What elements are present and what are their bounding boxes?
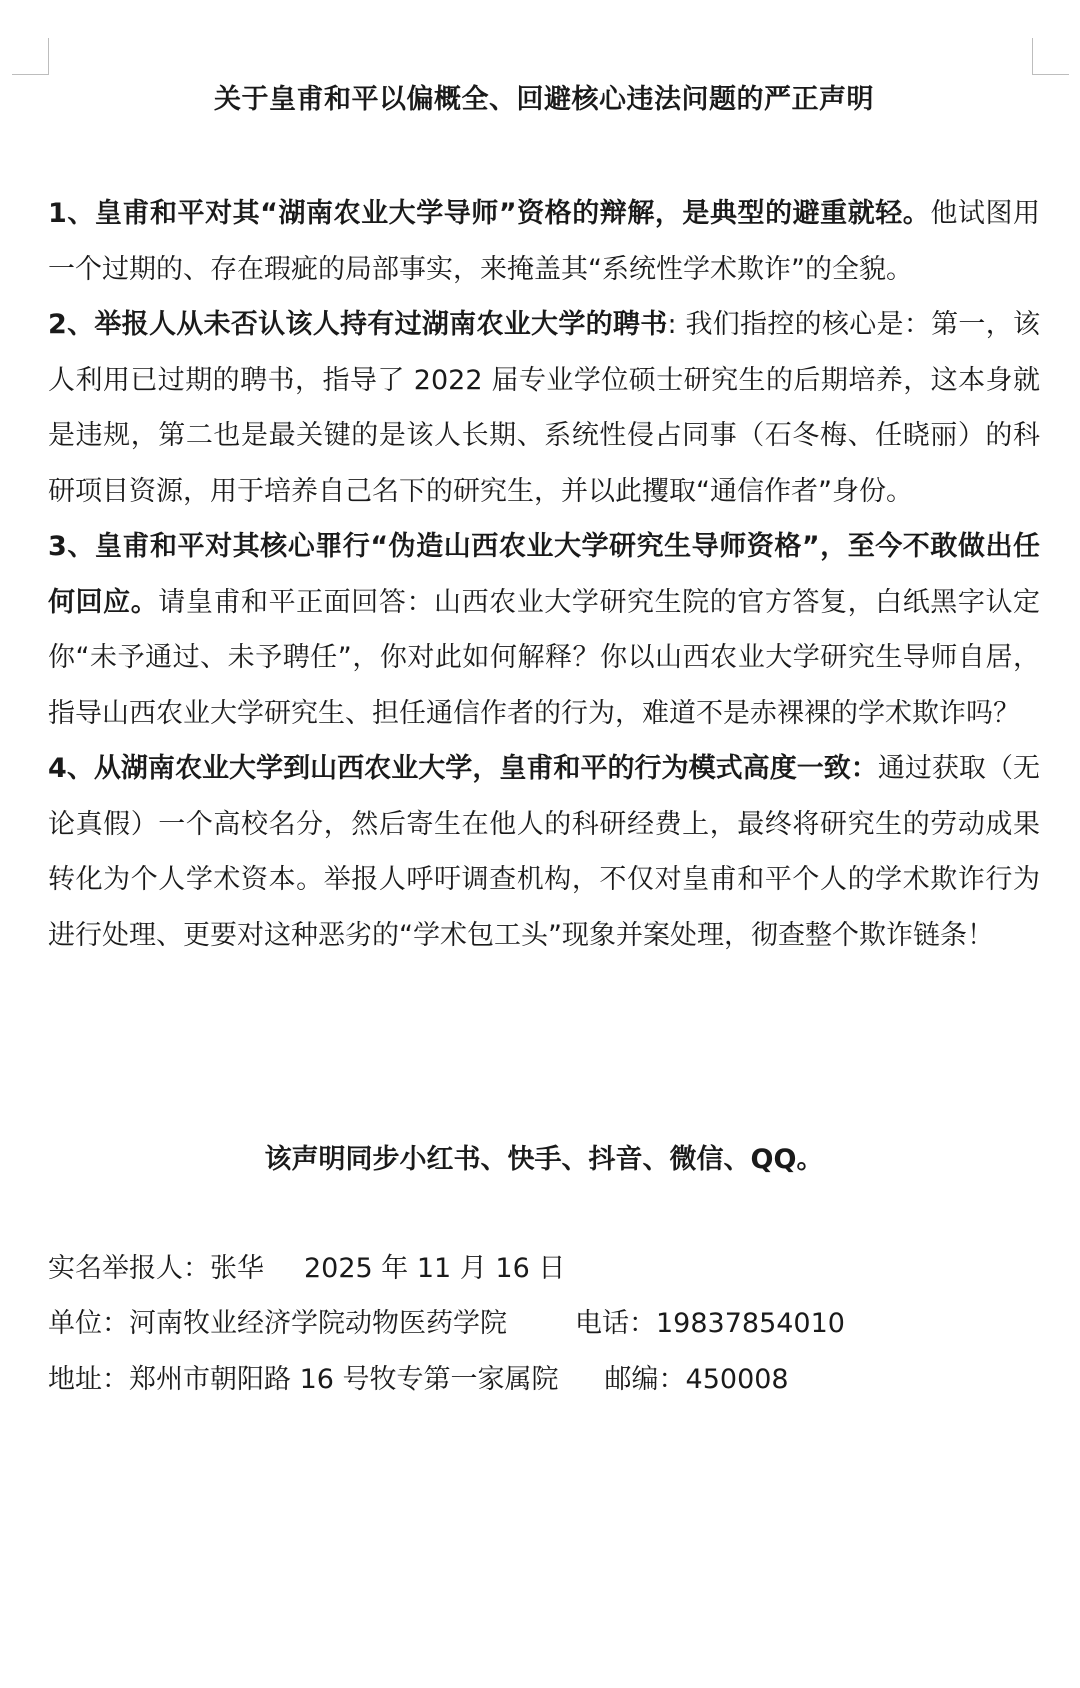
sync-statement: 该声明同步小红书、快手、抖音、微信、QQ。 bbox=[264, 1144, 824, 1175]
reporter-name: 张华 bbox=[210, 1253, 264, 1284]
corner-mark-top-right bbox=[1032, 38, 1069, 75]
paragraph-4-bold: 4、从湖南农业大学到山西农业大学，皇甫和平的行为模式高度一致： bbox=[48, 753, 878, 784]
paragraph-1-bold: 1、皇甫和平对其“湖南农业大学导师”资格的辩解，是典型的避重就轻。 bbox=[48, 198, 931, 229]
address-line bbox=[48, 1358, 789, 1402]
phone-label: 电话： bbox=[575, 1308, 656, 1339]
paragraph-2-text: : 我们指控的核心是：第一，该人利用已过期的聘书，指导了 2022 届专业学位硕士研究生的后期培养，这本身就是违规，第二也是最关键的是该人长期、系统性侵占同事（石冬梅、任晓丽）的科研项目资源，用于培养自己名下的研究生，并以此攫取“通信作者”身份。 bbox=[48, 309, 1040, 507]
postcode-value: 450008 bbox=[685, 1364, 789, 1395]
address-label: 地址： bbox=[48, 1364, 129, 1395]
paragraph-3-bold: 3、皇甫和平对其核心罪行“伪造山西农业大学研究生导师资格”，至今不敢做出任何回应。 bbox=[48, 531, 1040, 618]
document-title: 关于皇甫和平以偏概全、回避核心违法问题的严正声明 bbox=[214, 84, 874, 115]
paragraph-1 bbox=[48, 186, 1040, 297]
postcode-label: 邮编： bbox=[604, 1364, 686, 1395]
paragraph-2-bold: 2、举报人从未否认该人持有过湖南农业大学的聘书 bbox=[48, 309, 668, 340]
address-value: 郑州市朝阳路 16 号牧专第一家属院 bbox=[129, 1364, 559, 1395]
statement-date: 2025 年 11 月 16 日 bbox=[304, 1253, 566, 1284]
paragraph-4-text: 通过获取（无论真假）一个高校名分，然后寄生在他人的科研经费上，最终将研究生的劳动成果转化为个人学术资本。举报人呼吁调查机构，不仅对皇甫和平个人的学术欺诈行为进行处理、更要对这种恶劣的“学术包工头”现象并案处理，彻查整个欺诈链条！ bbox=[48, 753, 1040, 951]
unit-value: 河南牧业经济学院动物医药学院 bbox=[129, 1308, 507, 1339]
phone-value: 19837854010 bbox=[656, 1308, 845, 1339]
corner-mark-top-left bbox=[12, 38, 49, 75]
unit-line bbox=[48, 1302, 845, 1346]
paragraph-1-text: 他试图用一个过期的、存在瑕疵的局部事实，来掩盖其“系统性学术欺诈”的全貌。 bbox=[48, 198, 1041, 285]
reporter-label: 实名举报人： bbox=[48, 1253, 210, 1284]
paragraph-4 bbox=[48, 741, 1040, 963]
reporter-line bbox=[48, 1247, 565, 1291]
paragraph-3-text: 请皇甫和平正面回答：山西农业大学研究生院的官方答复，白纸黑字认定你“未予通过、未予聘任”，你对此如何解释？你以山西农业大学研究生导师自居，指导山西农业大学研究生、担任通信作者的行为，难道不是赤裸裸的学术欺诈吗？ bbox=[48, 586, 1041, 729]
document-body bbox=[48, 186, 1040, 963]
paragraph-2 bbox=[48, 297, 1040, 519]
paragraph-3 bbox=[48, 519, 1040, 741]
unit-label: 单位： bbox=[48, 1308, 129, 1339]
